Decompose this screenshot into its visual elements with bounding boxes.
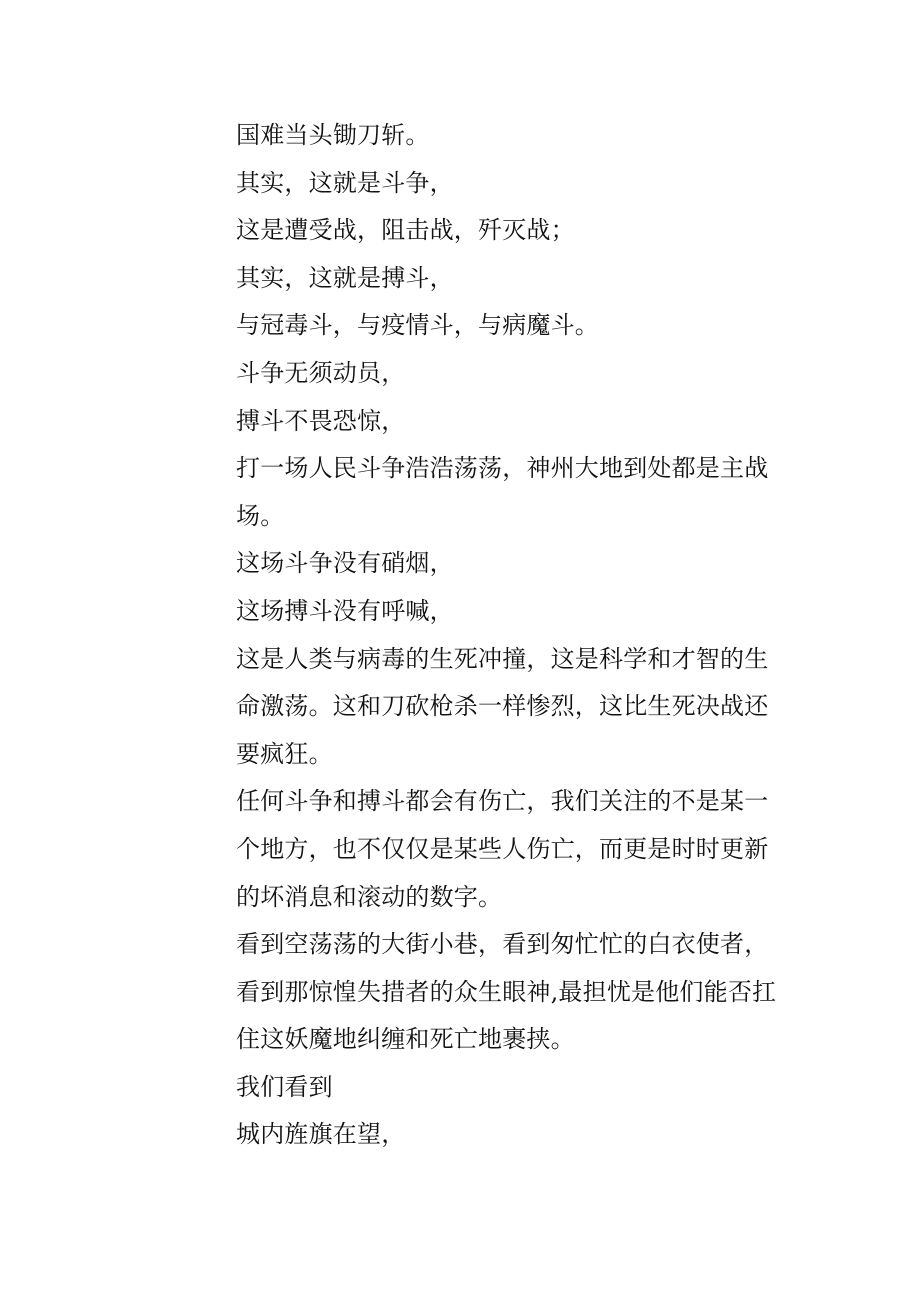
paragraph: 其实，这就是搏斗， (236, 263, 454, 292)
paragraph: 与冠毒斗，与疫情斗，与病魔斗。 (236, 311, 599, 340)
paragraph: 斗争无须动员， (236, 358, 406, 387)
paragraph: 其实，这就是斗争， (236, 168, 454, 197)
paragraph: 搏斗不畏恐惊， (236, 406, 406, 435)
paragraph: 国难当头锄刀斩。 (236, 121, 430, 149)
paragraph: 这场斗争没有硝烟， (236, 549, 454, 578)
paragraph: 我们看到 (236, 1072, 333, 1101)
document-body (236, 112, 788, 1159)
paragraph: 城内旌旗在望， (236, 1120, 406, 1149)
paragraph: 任何斗争和搏斗都会有伤亡，我们关注的不是某一个地方，也不仅仅是某些人伤亡，而更是时时更新的坏消息和滚动的数字。 (236, 787, 769, 911)
paragraph: 看到空荡荡的大街小巷，看到匆忙忙的白衣使者，看到那惊惶失措者的众生眼神,最担忧是他们能否扛住这妖魔地纠缠和死亡地裹挟。 (236, 930, 777, 1054)
paragraph: 这是遭受战，阻击战，歼灭战； (236, 216, 575, 245)
paragraph: 这是人类与病毒的生死冲撞，这是科学和才智的生命激荡。这和刀砍枪杀一样惨烈，这比生死决战还要疯狂。 (236, 644, 769, 768)
paragraph: 这场搏斗没有呼喊， (236, 596, 454, 625)
paragraph: 打一场人民斗争浩浩荡荡，神州大地到处都是主战场。 (236, 454, 769, 530)
